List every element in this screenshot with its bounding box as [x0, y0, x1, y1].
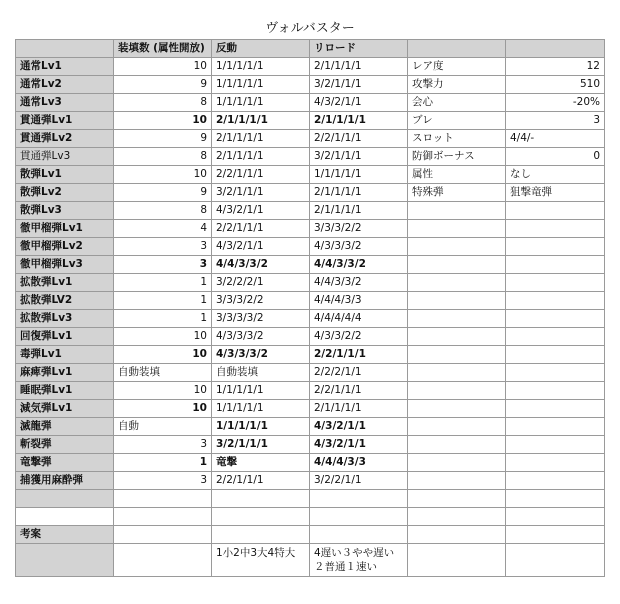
recoil-cell: 1/1/1/1/1	[212, 58, 310, 76]
stat-label-cell: 特殊弾	[408, 184, 506, 202]
stat-label-cell	[408, 400, 506, 418]
table-row	[16, 490, 605, 508]
notes-row	[16, 544, 605, 577]
row-label: 散弾Lv1	[16, 166, 114, 184]
stat-value-cell	[506, 346, 605, 364]
load-cell: 3	[114, 256, 212, 274]
reload-cell	[310, 490, 408, 508]
load-cell: 8	[114, 148, 212, 166]
table-row	[16, 256, 605, 274]
stat-label-cell	[408, 256, 506, 274]
stat-value-cell	[506, 256, 605, 274]
reload-cell: 4/3/3/3/2	[310, 238, 408, 256]
header-load: 装填数 (属性開放)	[114, 40, 212, 58]
row-label: 散弾Lv3	[16, 202, 114, 220]
recoil-cell: 4/4/3/3/2	[212, 256, 310, 274]
row-label	[16, 490, 114, 508]
recoil-cell: 2/1/1/1/1	[212, 130, 310, 148]
stat-label-cell: 会心	[408, 94, 506, 112]
header-recoil: 反動	[212, 40, 310, 58]
stat-label-cell	[408, 220, 506, 238]
reload-cell: 2/2/1/1/1	[310, 130, 408, 148]
table-row	[16, 220, 605, 238]
page-title: ヴォルバスター	[265, 21, 355, 36]
row-label	[16, 508, 114, 526]
row-label: 散弾Lv2	[16, 184, 114, 202]
stat-label-cell	[408, 274, 506, 292]
reload-cell	[310, 526, 408, 544]
reload-cell: 4/3/2/1/1	[310, 94, 408, 112]
recoil-cell: 自動装填	[212, 364, 310, 382]
reload-cell: 4/4/4/4/4	[310, 310, 408, 328]
table-row	[16, 328, 605, 346]
stat-label-cell: ブレ	[408, 112, 506, 130]
stat-value-cell	[506, 418, 605, 436]
load-cell: 8	[114, 202, 212, 220]
table-row	[16, 292, 605, 310]
table-row	[16, 202, 605, 220]
stat-value-cell	[506, 274, 605, 292]
table-row	[16, 472, 605, 490]
table-row	[16, 436, 605, 454]
reload-cell: 2/2/1/1/1	[310, 346, 408, 364]
stat-label-cell	[408, 472, 506, 490]
notes-value	[506, 544, 605, 577]
row-label: 貫通弾Lv1	[16, 112, 114, 130]
row-label: 拡散弾Lv1	[16, 274, 114, 292]
table-row	[16, 130, 605, 148]
load-cell: 9	[114, 184, 212, 202]
stat-value-cell	[506, 328, 605, 346]
load-cell: 10	[114, 112, 212, 130]
stat-label-cell	[408, 526, 506, 544]
load-cell: 9	[114, 130, 212, 148]
load-cell: 10	[114, 382, 212, 400]
notes-stat	[408, 544, 506, 577]
recoil-cell: 3/3/3/2/2	[212, 292, 310, 310]
stat-value-cell	[506, 400, 605, 418]
row-label: 徹甲榴弾Lv3	[16, 256, 114, 274]
load-cell: 10	[114, 328, 212, 346]
table-row	[16, 58, 605, 76]
row-label: 徹甲榴弾Lv1	[16, 220, 114, 238]
load-cell: 3	[114, 472, 212, 490]
table-row	[16, 400, 605, 418]
recoil-cell: 2/2/1/1/1	[212, 472, 310, 490]
recoil-cell: 1/1/1/1/1	[212, 382, 310, 400]
recoil-cell	[212, 490, 310, 508]
load-cell: 3	[114, 436, 212, 454]
load-cell	[114, 526, 212, 544]
load-cell: 1	[114, 274, 212, 292]
stat-label-cell	[408, 418, 506, 436]
row-label: 毒弾Lv1	[16, 346, 114, 364]
table-row	[16, 418, 605, 436]
reload-cell: 4/3/2/1/1	[310, 436, 408, 454]
stat-label-cell	[408, 454, 506, 472]
load-cell	[114, 508, 212, 526]
load-cell: 1	[114, 310, 212, 328]
stat-value-cell: 12	[506, 58, 605, 76]
reload-cell: 4/3/2/1/1	[310, 418, 408, 436]
stat-label-cell	[408, 238, 506, 256]
recoil-cell: 3/3/3/3/2	[212, 310, 310, 328]
reload-cell: 4/4/3/3/2	[310, 274, 408, 292]
recoil-cell: 1/1/1/1/1	[212, 76, 310, 94]
stat-value-cell	[506, 436, 605, 454]
row-label: 貫通弾Lv3	[16, 148, 114, 166]
table-row	[16, 184, 605, 202]
stat-value-cell	[506, 238, 605, 256]
recoil-cell: 3/2/1/1/1	[212, 184, 310, 202]
bowgun-spec-table	[15, 39, 605, 577]
reload-cell: 3/2/2/1/1	[310, 472, 408, 490]
stat-value-cell: 3	[506, 112, 605, 130]
table-row	[16, 112, 605, 130]
load-cell: 10	[114, 346, 212, 364]
reload-cell: 2/1/1/1/1	[310, 184, 408, 202]
recoil-cell	[212, 526, 310, 544]
stat-value-cell	[506, 454, 605, 472]
stat-label-cell	[408, 346, 506, 364]
row-label: 拡散弾Lv3	[16, 310, 114, 328]
reload-cell: 3/2/1/1/1	[310, 76, 408, 94]
row-label: 捕獲用麻酔弾	[16, 472, 114, 490]
recoil-cell: 2/2/1/1/1	[212, 166, 310, 184]
reload-cell: 3/3/3/2/2	[310, 220, 408, 238]
stat-value-cell	[506, 382, 605, 400]
reload-cell: 2/2/1/1/1	[310, 382, 408, 400]
recoil-cell: 1/1/1/1/1	[212, 400, 310, 418]
load-cell: 自動	[114, 418, 212, 436]
load-cell: 9	[114, 76, 212, 94]
stat-value-cell: 4/4/-	[506, 130, 605, 148]
stat-label-cell: 防御ボーナス	[408, 148, 506, 166]
stat-value-cell: -20%	[506, 94, 605, 112]
stat-label-cell	[408, 490, 506, 508]
stat-label-cell	[408, 202, 506, 220]
stat-label-cell: レア度	[408, 58, 506, 76]
header-value	[506, 40, 605, 58]
reload-cell: 2/1/1/1/1	[310, 112, 408, 130]
stat-value-cell	[506, 526, 605, 544]
recoil-cell: 2/1/1/1/1	[212, 148, 310, 166]
load-cell: 10	[114, 166, 212, 184]
recoil-cell: 2/2/1/1/1	[212, 220, 310, 238]
stat-value-cell: なし	[506, 166, 605, 184]
load-cell	[114, 490, 212, 508]
header-stat	[408, 40, 506, 58]
reload-cell: 4/4/3/3/2	[310, 256, 408, 274]
row-label: 通常Lv1	[16, 58, 114, 76]
table-row	[16, 526, 605, 544]
row-label: 通常Lv2	[16, 76, 114, 94]
recoil-cell	[212, 508, 310, 526]
table-row	[16, 508, 605, 526]
table-row	[16, 346, 605, 364]
load-cell: 10	[114, 400, 212, 418]
row-label: 回復弾Lv1	[16, 328, 114, 346]
stat-label-cell	[408, 436, 506, 454]
notes-load	[114, 544, 212, 577]
stat-label-cell: 属性	[408, 166, 506, 184]
row-label: 考案	[16, 526, 114, 544]
recoil-cell: 3/2/2/2/1	[212, 274, 310, 292]
stat-value-cell: 510	[506, 76, 605, 94]
row-label: 通常Lv3	[16, 94, 114, 112]
recoil-cell: 4/3/2/1/1	[212, 202, 310, 220]
stat-label-cell	[408, 508, 506, 526]
recoil-cell: 1/1/1/1/1	[212, 418, 310, 436]
row-label: 貫通弾Lv2	[16, 130, 114, 148]
table-row	[16, 454, 605, 472]
recoil-cell: 4/3/3/3/2	[212, 328, 310, 346]
stat-value-cell	[506, 472, 605, 490]
table-row	[16, 274, 605, 292]
recoil-cell: 4/3/3/3/2	[212, 346, 310, 364]
table-row	[16, 148, 605, 166]
notes-label	[16, 544, 114, 577]
stat-label-cell	[408, 292, 506, 310]
row-label: 滅龍弾	[16, 418, 114, 436]
stat-label-cell: 攻撃力	[408, 76, 506, 94]
stat-value-cell	[506, 292, 605, 310]
recoil-cell: 2/1/1/1/1	[212, 112, 310, 130]
load-cell: 10	[114, 58, 212, 76]
row-label: 竜撃弾	[16, 454, 114, 472]
reload-cell: 2/1/1/1/1	[310, 202, 408, 220]
load-cell: 1	[114, 454, 212, 472]
stat-label-cell	[408, 328, 506, 346]
notes-recoil-legend: 1小2中3大4特大	[212, 544, 310, 577]
load-cell: 8	[114, 94, 212, 112]
row-label: 拡散弾LV2	[16, 292, 114, 310]
header-reload: リロード	[310, 40, 408, 58]
stat-value-cell: 0	[506, 148, 605, 166]
reload-cell: 3/2/1/1/1	[310, 148, 408, 166]
reload-cell: 2/2/2/1/1	[310, 364, 408, 382]
stat-value-cell	[506, 202, 605, 220]
reload-cell	[310, 508, 408, 526]
table-row	[16, 310, 605, 328]
header-row	[16, 40, 605, 58]
reload-cell: 4/4/4/3/3	[310, 454, 408, 472]
row-label: 徹甲榴弾Lv2	[16, 238, 114, 256]
row-label: 麻痺弾Lv1	[16, 364, 114, 382]
load-cell: 4	[114, 220, 212, 238]
reload-cell: 4/4/4/3/3	[310, 292, 408, 310]
load-cell: 自動装填	[114, 364, 212, 382]
recoil-cell: 3/2/1/1/1	[212, 436, 310, 454]
table-row	[16, 382, 605, 400]
table-row	[16, 76, 605, 94]
stat-value-cell: 狙撃竜弾	[506, 184, 605, 202]
table-row	[16, 238, 605, 256]
notes-reload-legend: 4遅い３やや遅い２普通１速い	[310, 544, 408, 577]
stat-label-cell	[408, 364, 506, 382]
row-label: 減気弾Lv1	[16, 400, 114, 418]
stat-value-cell	[506, 490, 605, 508]
load-cell: 1	[114, 292, 212, 310]
reload-cell: 2/1/1/1/1	[310, 58, 408, 76]
load-cell: 3	[114, 238, 212, 256]
stat-label-cell: スロット	[408, 130, 506, 148]
stat-label-cell	[408, 382, 506, 400]
reload-cell: 2/1/1/1/1	[310, 400, 408, 418]
stat-value-cell	[506, 508, 605, 526]
stat-label-cell	[408, 310, 506, 328]
header-corner	[16, 40, 114, 58]
stat-value-cell	[506, 220, 605, 238]
recoil-cell: 竜撃	[212, 454, 310, 472]
table-row	[16, 166, 605, 184]
row-label: 斬裂弾	[16, 436, 114, 454]
reload-cell: 1/1/1/1/1	[310, 166, 408, 184]
recoil-cell: 4/3/2/1/1	[212, 238, 310, 256]
table-row	[16, 94, 605, 112]
stat-value-cell	[506, 310, 605, 328]
table-row	[16, 364, 605, 382]
row-label: 睡眠弾Lv1	[16, 382, 114, 400]
reload-cell: 4/3/3/2/2	[310, 328, 408, 346]
recoil-cell: 1/1/1/1/1	[212, 94, 310, 112]
stat-value-cell	[506, 364, 605, 382]
